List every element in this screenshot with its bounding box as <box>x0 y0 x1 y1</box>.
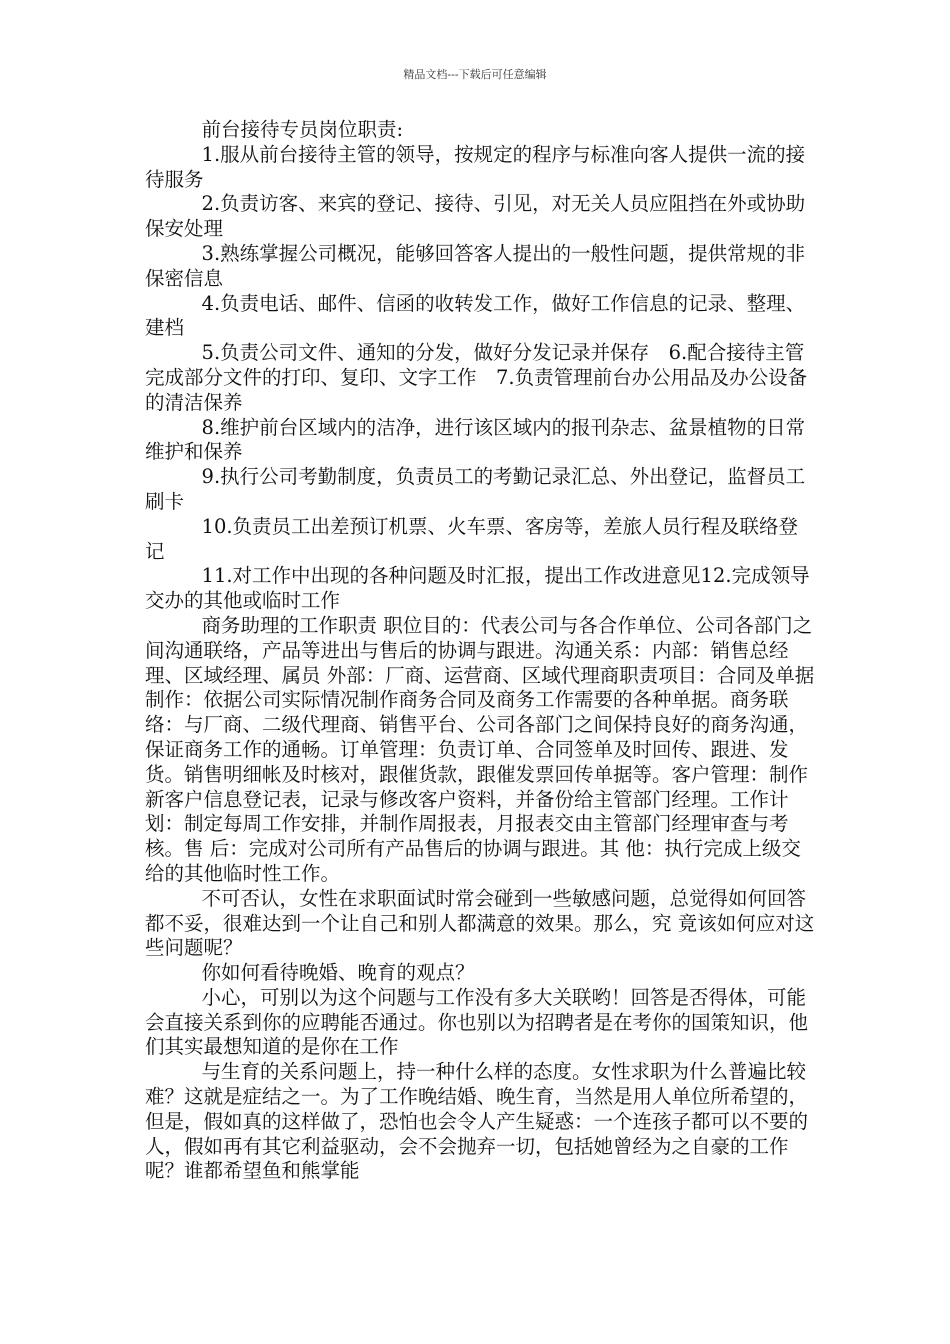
paragraph: 2.负责访客、来宾的登记、接待、引见，对无关人员应阻挡在外或协助保安处理 <box>145 192 806 241</box>
paragraph: 10.负责员工出差预订机票、火车票、客房等，差旅人员行程及联络登记 <box>145 514 799 563</box>
paragraph: 11.对工作中出现的各种问题及时汇报，提出工作改进意见12.完成领导交办的其他或临时工作 <box>145 564 810 613</box>
paragraph: 不可否认，女性在求职面试时常会碰到一些敏感问题，总觉得如何回答都不妥，很难达到一个让自己和别人都满意的效果。那么，究 竟该如何应对这些问题呢？ <box>145 886 815 960</box>
question-heading: 你如何看待晚婚、晚育的观点？ <box>201 961 475 985</box>
paragraph-business-assistant: 商务助理的工作职责 职位目的：代表公司与各合作单位、公司各部门之间沟通联络，产品等进出与售后的协调与跟进。沟通关系：内部：销售总经理、区域经理、属员 外部：厂商、运营商、区域代理商职责项目：合同及单据制作：依据公司实际情况制作商务合同及商务工作需要的各种单据。商务联络：与厂商、二级代理商、销售平台、公司各部门之间保持良好的商务沟通，保证商务工作的通畅。订单管理：负责订单、合同签单及时回传、跟进、发货。销售明细帐及时核对，跟催货款，跟催发票回传单据等。客户管理：制作新客户信息登记表，记录与修改客户资料，并备份给主管部门经理。工作计划：制定每周工作安排，并制作周报表，月报表交由主管部门经理审查与考核。售 后：完成对公司所有产品售后的协调与跟进。其 他：执行完成上级交给的其他临时性工作。 <box>145 613 815 885</box>
paragraph: 9.执行公司考勤制度，负责员工的考勤记录汇总、外出登记，监督员工刷卡 <box>145 465 806 513</box>
paragraph: 5.负责公司文件、通知的分发，做好分发记录并保存 6.配合接待主管完成部分文件的打印、复印、文字工作 7.负责管理前台办公用品及办公设备的清洁保养 <box>145 341 808 414</box>
paragraph: 小心，可别以为这个问题与工作没有多大关联哟！回答是否得体，可能会直接关系到你的应聘能否通过。你也别以为招聘者是在考你的国策知识，他们其实最想知道的是你在工作 <box>145 985 809 1059</box>
paragraph: 3.熟练掌握公司概况，能够回答客人提出的一般性问题，提供常规的非保密信息 <box>145 241 806 290</box>
paragraph: 8.维护前台区域内的洁净，进行该区域内的报刊杂志、盆景植物的日常维护和保养 <box>145 415 806 464</box>
page-header: 精品文档---下载后可任意编辑 <box>403 68 547 81</box>
paragraph: 1.服从前台接待主管的领导，按规定的程序与标准向客人提供一流的接待服务 <box>145 142 806 191</box>
section-title-front-desk: 前台接待专员岗位职责: <box>201 118 404 141</box>
paragraph: 与生育的关系问题上，持一种什么样的态度。女性求职为什么普遍比较难？这就是症结之一。为了工作晚结婚、晚生育，当然是用人单位所希望的，但是，假如真的这样做了，恐怕也会令人产生疑惑：一个连孩子都可以不要的人，假如再有其它利益驱动，会不会抛弃一切，包括她曾经为之自豪的工作呢？谁都希望鱼和熊掌能 <box>145 1060 809 1183</box>
paragraph: 4.负责电话、邮件、信函的收转发工作，做好工作信息的记录、整理、建档 <box>145 291 806 340</box>
document-body <box>145 118 817 1184</box>
